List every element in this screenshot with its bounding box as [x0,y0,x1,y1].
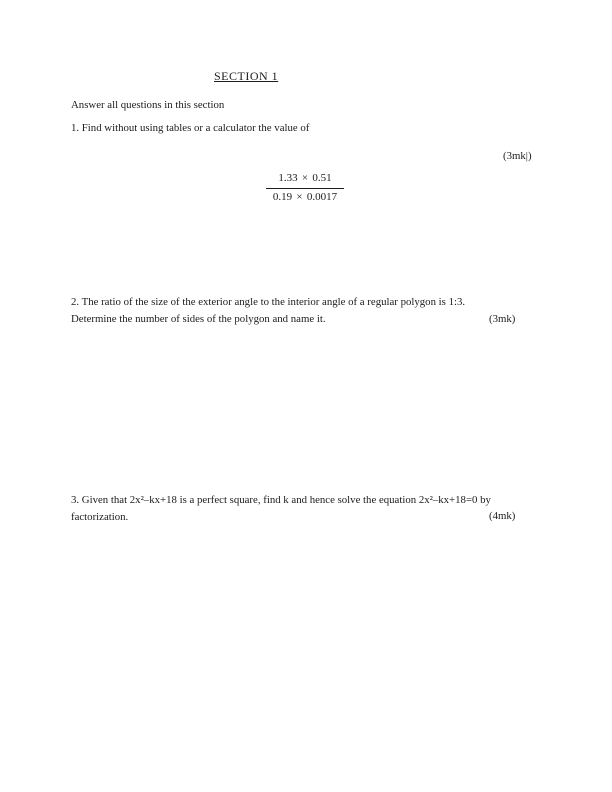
question-2-text-line1: 2. The ratio of the size of the exterior angle to the interior angle of a regular polygon is 1:3. [71,296,466,308]
question-3-marks: (4mk) [489,510,516,522]
question-2-marks: (3mk) [489,313,516,325]
question-1-marks: (3mk|) [503,150,532,162]
question-1-fraction [266,172,344,204]
question-3-text-line1: 3. Given that 2x²–kx+18 is a perfect square, find k and hence solve the equation 2x²–kx+18=0 by [71,494,491,506]
fraction-denominator: 0.19 × 0.0017 [272,191,338,203]
fraction-numerator: 1.33 × 0.51 [266,172,344,189]
section-heading: SECTION 1 [214,69,279,83]
question-3-text-line2: factorization. [71,511,129,523]
question-2-text-line2: Determine the number of sides of the polygon and name it. [71,313,326,325]
section-instruction: Answer all questions in this section [71,99,225,111]
question-1-text: 1. Find without using tables or a calculator the value of [71,122,310,134]
